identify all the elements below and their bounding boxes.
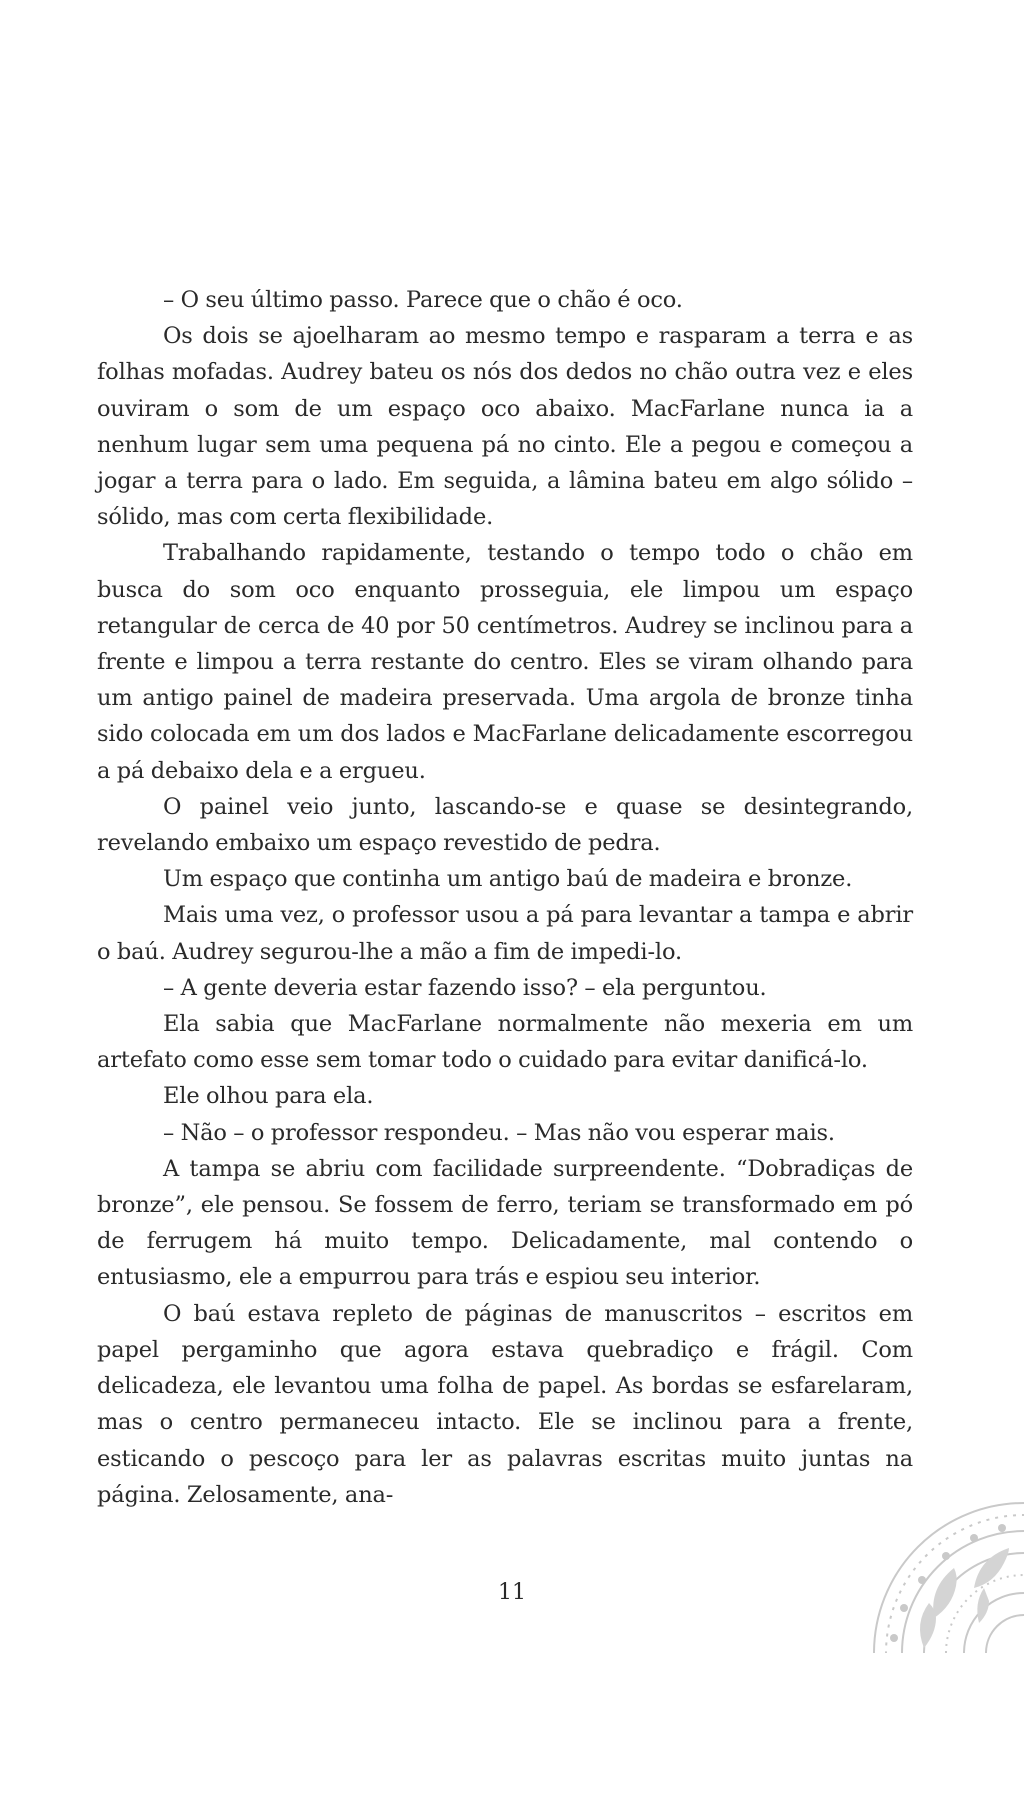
paragraph: Um espaço que continha um antigo baú de madeira e bronze. xyxy=(163,866,853,893)
paragraph: Os dois se ajoelharam ao mesmo tempo e rasparam a terra e as folhas mofadas. Audrey bateu os nós dos dedos no chão outra vez e eles ouviram o som de um espaço oco abaixo. MacFarlane nunca ia a nenhum lugar sem uma pequena pá no cinto. Ele a pegou e começou a jogar a terra para o lado. Em seguida, a lâmina bateu em algo sólido – sólido, mas com certa flexibilidade. xyxy=(97,323,913,531)
paragraph: – Não – o professor respondeu. – Mas não vou esperar mais. xyxy=(163,1119,835,1146)
paragraph: Ela sabia que MacFarlane normalmente não mexeria em um artefato como esse sem tomar todo o cuidado para evitar danificá-lo. xyxy=(97,1011,913,1074)
paragraph: O painel veio junto, lascando-se e quase se desintegrando, revelando embaixo um espaço revestido de pedra. xyxy=(97,793,913,857)
paragraph: – A gente deveria estar fazendo isso? – ela perguntou. xyxy=(163,974,767,1001)
mandala-ornament-icon xyxy=(834,1488,1024,1653)
page-body xyxy=(97,282,913,1513)
paragraph: A tampa se abriu com facilidade surpreendente. “Dobradiças de bronze”, ele pensou. Se fossem de ferro, teriam se transformado em pó de ferrugem há muito tempo. Delicadamente, mal contendo o entusiasmo, ele a empurrou para trás e espiou seu interior. xyxy=(97,1155,913,1291)
paragraph: Trabalhando rapidamente, testando o tempo todo o chão em busca do som oco enquanto prosseguia, ele limpou um espaço retangular de cerca de 40 por 50 centímetros. Audrey se inclinou para a frente e limpou a terra restante do centro. Eles se viram olhando para um antigo painel de madeira preservada. Uma argola de bronze tinha sido colocada em um dos lados e MacFarlane delicadamente escorregou a pá debaixo dela e a ergueu. xyxy=(97,540,913,784)
paragraph: Ele olhou para ela. xyxy=(163,1083,374,1110)
page-number: 11 xyxy=(498,1580,526,1605)
paragraph: Mais uma vez, o professor usou a pá para levantar a tampa e abrir o baú. Audrey segurou-lhe a mão a fim de impedi-lo. xyxy=(97,902,913,965)
paragraph: O baú estava repleto de páginas de manuscritos – escritos em papel pergaminho que agora estava quebradiço e frágil. Com delicadeza, ele levantou uma folha de papel. As bordas se esfarelaram, mas o centro permaneceu intacto. Ele se inclinou para a frente, esticando o pescoço para ler as palavras escritas muito juntas na página. Zelosamente, ana- xyxy=(97,1300,913,1508)
paragraph: – O seu último passo. Parece que o chão é oco. xyxy=(163,287,683,313)
